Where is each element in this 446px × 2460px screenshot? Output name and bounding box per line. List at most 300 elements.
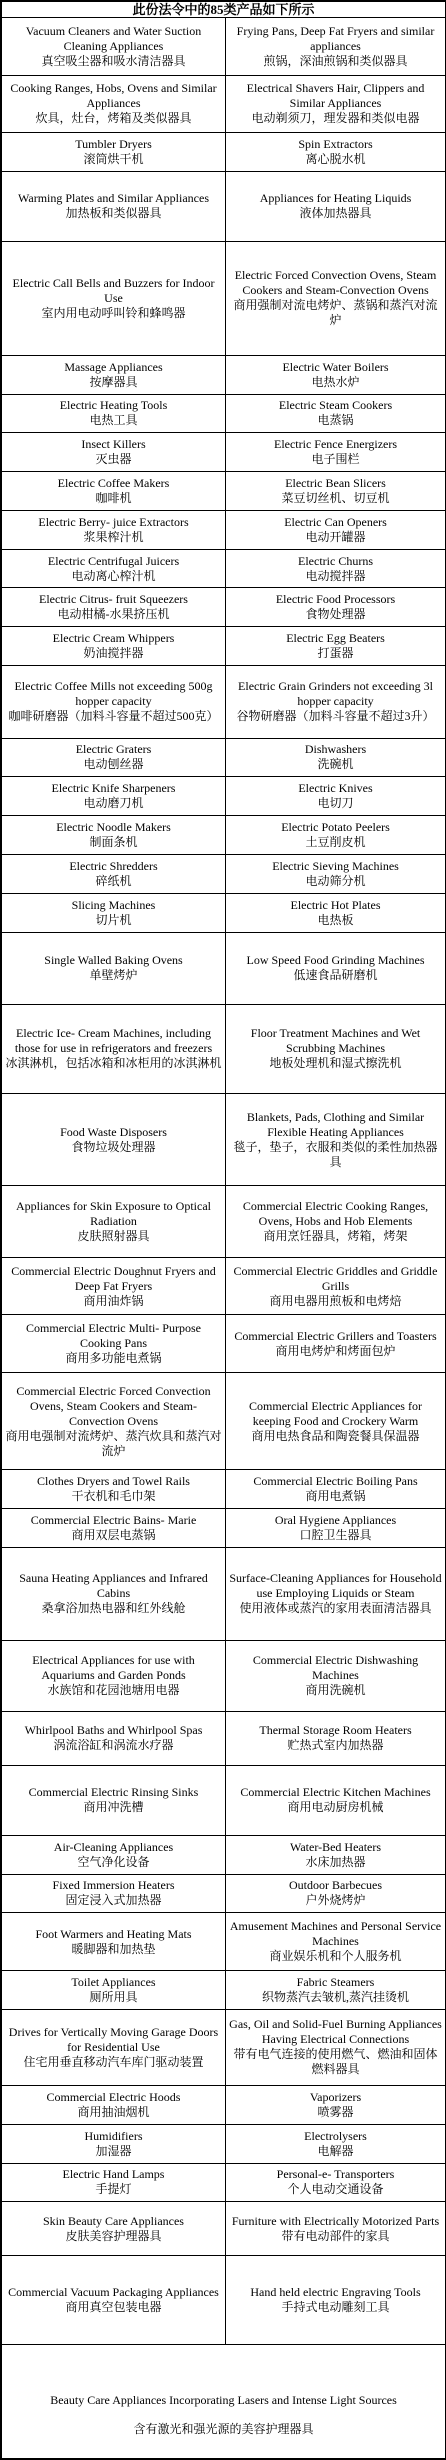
table-row <box>2 1315 446 1373</box>
product-name-zh: 商用电器用煎板和电烤焙 <box>269 1293 402 1308</box>
product-cell-right <box>226 1186 446 1257</box>
product-name-zh: 电热工具 <box>89 413 138 428</box>
product-name-en: Food Waste Disposers <box>60 1124 167 1139</box>
product-cell-left <box>2 1005 226 1094</box>
table-row <box>2 1765 446 1835</box>
product-name-zh: 液体加热器具 <box>299 206 372 221</box>
table-row <box>2 1093 446 1186</box>
product-name-zh: 商用抽油烟机 <box>77 2104 150 2119</box>
table-row <box>2 2009 446 2085</box>
table-row <box>2 738 446 777</box>
product-name-zh: 商用电强制对流烤炉、蒸汽炊具和蒸汽对流炉 <box>5 1428 222 1458</box>
product-cell-right <box>226 1548 446 1641</box>
product-name-en: Commercial Electric Forced Convection Ovens, Steam Cookers and Steam- Convection Ovens <box>16 1383 211 1428</box>
product-name-zh: 滚筒烘干机 <box>83 151 144 166</box>
product-name-en: Toilet Appliances <box>71 1974 156 1989</box>
product-name-en: Insect Killers <box>81 437 146 452</box>
product-name-zh: 商用电煮锅 <box>305 1489 366 1504</box>
product-name-zh: 加热板和类似器具 <box>65 206 162 221</box>
product-name-zh: 电动剃须刀，理发器和类似电器 <box>251 111 420 126</box>
product-name-zh: 单壁烤炉 <box>89 968 138 983</box>
product-cell-left <box>2 1093 226 1186</box>
product-cell-right <box>226 1257 446 1315</box>
table-row <box>2 1186 446 1257</box>
product-cell-left <box>2 893 226 932</box>
product-cell-left <box>2 171 226 241</box>
product-name-en: Cooking Ranges, Hobs, Ovens and Similar Appliances <box>10 81 217 111</box>
product-name-en: Electric Graters <box>75 742 152 757</box>
product-name-zh: 商用洗碗机 <box>305 1683 366 1698</box>
product-name-zh: 土豆削皮机 <box>305 835 366 850</box>
table-row-last <box>2 2344 446 2458</box>
product-cell-right <box>226 510 446 549</box>
product-cell-right <box>226 854 446 893</box>
product-name-zh: 商用电热食品和陶瓷餐具保温器 <box>251 1428 420 1443</box>
product-name-zh: 住宅用垂直移动汽车库门驱动装置 <box>23 2054 204 2069</box>
product-name-en: Electric Noodle Makers <box>56 820 171 835</box>
product-name-zh: 商用烹饪器具，烤箱，烤架 <box>263 1229 408 1244</box>
product-name-en: Beauty Care Appliances Incorporating Lasers and Intense Light Sources <box>50 2393 397 2408</box>
product-name-zh: 手持式电动雕刻工具 <box>281 2300 390 2315</box>
product-name-zh: 干衣机和毛巾架 <box>71 1489 156 1504</box>
table-row <box>2 472 446 511</box>
product-cell-right <box>226 171 446 241</box>
product-cell-right <box>226 1509 446 1548</box>
product-cell-left <box>2 816 226 855</box>
table-row <box>2 1913 446 1971</box>
product-name-en: Commercial Electric Cooking Ranges, Ovens, Hobs and Hob Elements <box>242 1199 429 1229</box>
product-name-zh: 空气净化设备 <box>77 1854 150 1869</box>
product-cell-left <box>2 1970 226 2009</box>
product-name-zh: 毯子，垫子，衣服和类似的柔性加热器具 <box>233 1139 438 1169</box>
product-name-en: Commercial Electric Doughnut Fryers and Deep Fat Fryers <box>11 1263 216 1293</box>
product-cell-left <box>2 2202 226 2256</box>
product-name-zh: 皮肤美容护理器具 <box>65 2228 162 2243</box>
table-row <box>2 2124 446 2163</box>
product-cell-left <box>2 1640 226 1711</box>
product-name-zh: 电动柑橘-水果挤压机 <box>57 607 170 622</box>
product-name-en: Electric Ice- Cream Machines, including those for use in refrigerators and freezers <box>14 1026 213 1056</box>
product-cell-right <box>226 394 446 433</box>
product-name-en: Electric Coffee Mills not exceeding 500g hopper capacity <box>14 679 213 709</box>
product-name-en: Electric Potato Peelers <box>281 820 390 835</box>
table-row <box>2 666 446 739</box>
product-name-zh: 含有激光和强光源的美容护理器具 <box>133 2422 314 2437</box>
table-row <box>2 1970 446 2009</box>
product-name-en: Vaporizers <box>309 2089 362 2104</box>
product-name-zh: 水床加热器 <box>305 1854 366 1869</box>
product-cell-right <box>226 241 446 355</box>
product-name-zh: 离心脱水机 <box>305 151 366 166</box>
table-row <box>2 1257 446 1315</box>
product-cell-left <box>2 854 226 893</box>
product-name-zh: 打蛋器 <box>317 646 354 661</box>
product-name-zh: 商用电动厨房机械 <box>287 1800 384 1815</box>
product-name-zh: 制面条机 <box>89 835 138 850</box>
product-name-en: Personal-e- Transporters <box>276 2167 395 2182</box>
product-name-en: Commercial Electric Multi- Purpose Cooking Pans <box>26 1321 201 1351</box>
product-name-en: Electrical Appliances for use with Aquariums and Garden Ponds <box>32 1653 195 1683</box>
product-name-en: Electric Berry- juice Extractors <box>38 514 189 529</box>
table-row <box>2 549 446 588</box>
product-name-zh: 加湿器 <box>95 2143 132 2158</box>
product-name-zh: 个人电动交通设备 <box>287 2182 384 2197</box>
product-cell-left <box>2 133 226 172</box>
table-row <box>2 433 446 472</box>
product-name-en: Electric Citrus- fruit Squeezers <box>39 592 188 607</box>
product-name-zh: 电子围栏 <box>311 452 360 467</box>
product-name-en: Oral Hygiene Appliances <box>274 1513 397 1528</box>
table-row <box>2 2256 446 2345</box>
table-row <box>2 171 446 241</box>
product-name-en: Fabric Steamers <box>296 1974 375 1989</box>
product-name-zh: 织物蒸汽去皱机,蒸汽挂烫机 <box>262 1989 410 2004</box>
product-name-zh: 贮热式室内加热器 <box>287 1738 384 1753</box>
product-cell-left <box>2 472 226 511</box>
product-cell-right <box>226 1005 446 1094</box>
product-name-zh: 商业娱乐机和个人服务机 <box>269 1949 402 1964</box>
product-cell-right <box>226 2124 446 2163</box>
product-name-zh: 电动离心榨汁机 <box>71 568 156 583</box>
product-name-zh: 低速食品研磨机 <box>293 968 378 983</box>
product-cell-right <box>226 1093 446 1186</box>
product-name-en: Vacuum Cleaners and Water Suction Cleaning Appliances <box>25 23 202 53</box>
product-cell-left <box>2 666 226 739</box>
product-cell-left <box>2 394 226 433</box>
product-cell-right <box>226 1765 446 1835</box>
product-name-en: Single Walled Baking Ovens <box>44 953 183 968</box>
product-table <box>1 1 446 2459</box>
product-name-zh: 咖啡研磨器（加料斗容量不超过500克） <box>8 709 219 724</box>
product-name-zh: 电热板 <box>317 912 354 927</box>
product-cell-right <box>226 2163 446 2202</box>
product-name-zh: 暖脚器和加热垫 <box>71 1941 156 1956</box>
product-cell-left <box>2 2124 226 2163</box>
product-name-en: Appliances for Skin Exposure to Optical Radiation <box>16 1199 211 1229</box>
product-cell-right <box>226 2085 446 2124</box>
product-cell-right <box>226 549 446 588</box>
product-name-en: Furniture with Electrically Motorized Parts <box>231 2213 440 2228</box>
table-row <box>2 627 446 666</box>
table-header-row <box>2 2 446 18</box>
product-name-zh: 手提灯 <box>95 2182 132 2197</box>
product-name-en: Electric Can Openers <box>284 514 387 529</box>
product-name-en: Humidifiers <box>84 2128 143 2143</box>
product-cell-left <box>2 1257 226 1315</box>
product-name-zh: 灭虫器 <box>95 452 132 467</box>
product-name-en: Electric Food Processors <box>275 592 396 607</box>
product-name-en: Amusement Machines and Personal Service Machines <box>229 1919 442 1949</box>
product-cell-right <box>226 2009 446 2085</box>
product-cell-left <box>2 2009 226 2085</box>
table-row <box>2 816 446 855</box>
product-name-en: Skin Beauty Care Appliances <box>43 2213 184 2228</box>
product-cell-right <box>226 588 446 627</box>
product-name-zh: 洗碗机 <box>317 757 354 772</box>
product-name-en: Electrolysers <box>304 2128 367 2143</box>
table-row <box>2 1640 446 1711</box>
product-name-zh: 商用油炸锅 <box>83 1293 144 1308</box>
table-row <box>2 854 446 893</box>
product-cell-right <box>226 355 446 394</box>
product-name-en: Spin Extractors <box>298 136 373 151</box>
table-row <box>2 510 446 549</box>
product-name-zh: 室内用电动呼叫铃和蜂鸣器 <box>41 305 186 320</box>
table-row <box>2 2163 446 2202</box>
table-row <box>2 75 446 133</box>
product-name-en: Clothes Dryers and Towel Rails <box>37 1474 190 1489</box>
product-name-en: Electric Hot Plates <box>290 897 381 912</box>
product-name-en: Massage Appliances <box>64 359 163 374</box>
product-name-en: Electric Forced Convection Ovens, Steam Cookers and Steam-Convection Ovens <box>234 268 437 298</box>
table-row <box>2 1470 446 1509</box>
table-body <box>2 18 446 2459</box>
product-name-zh: 谷物研磨器（加料斗容量不超过3升） <box>236 709 435 724</box>
product-cell-left <box>2 1835 226 1874</box>
product-name-zh: 电解器 <box>317 2143 354 2158</box>
product-cell-left <box>2 2256 226 2345</box>
product-name-en: Electric Grain Grinders not exceeding 3l hopper capacity <box>238 679 433 709</box>
table-row <box>2 1509 446 1548</box>
product-name-zh: 咖啡机 <box>95 491 132 506</box>
product-cell-right <box>226 1470 446 1509</box>
product-name-en: Commercial Electric Boiling Pans <box>253 1474 418 1489</box>
table-title: 此份法令中的85类产品如下所示 <box>2 2 446 18</box>
product-cell-left <box>2 777 226 816</box>
product-name-zh: 电动搅拌器 <box>305 568 366 583</box>
product-cell-left <box>2 1874 226 1913</box>
product-name-en: Commercial Electric Hoods <box>46 2089 181 2104</box>
product-name-en: Gas, Oil and Solid-Fuel Burning Appliances Having Electrical Connections <box>229 2017 442 2047</box>
product-name-en: Electric Heating Tools <box>59 398 168 413</box>
product-cell-right <box>226 2202 446 2256</box>
product-cell-right <box>226 738 446 777</box>
product-name-zh: 商用强制对流电烤炉、蒸锅和蒸汽对流炉 <box>233 298 438 328</box>
table-row <box>2 2085 446 2124</box>
product-name-en: Fixed Immersion Heaters <box>52 1878 175 1893</box>
product-name-zh: 商用双层电蒸锅 <box>71 1528 156 1543</box>
product-cell-right <box>226 777 446 816</box>
product-name-en: Floor Treatment Machines and Wet Scrubbing Machines <box>250 1026 421 1056</box>
table-row <box>2 1835 446 1874</box>
product-cell-left <box>2 1509 226 1548</box>
product-name-zh: 固定浸入式加热器 <box>65 1893 162 1908</box>
product-name-zh: 电动磨刀机 <box>83 796 144 811</box>
product-name-zh: 商用多功能电煮锅 <box>65 1351 162 1366</box>
product-name-zh: 切片机 <box>95 912 132 927</box>
table-row <box>2 241 446 355</box>
table-row <box>2 1005 446 1094</box>
product-name-en: Outdoor Barbecues <box>289 1878 382 1893</box>
table-row <box>2 394 446 433</box>
table-row <box>2 18 446 76</box>
product-name-zh: 商用真空包装电器 <box>65 2300 162 2315</box>
table-row <box>2 1711 446 1765</box>
product-name-en: Appliances for Heating Liquids <box>259 191 412 206</box>
product-name-en: Electric Shredders <box>69 858 158 873</box>
product-name-en: Frying Pans, Deep Fat Fryers and similar appliances <box>236 23 435 53</box>
product-cell-left <box>2 355 226 394</box>
product-name-en: Whirlpool Baths and Whirlpool Spas <box>24 1723 203 1738</box>
product-name-zh: 电动筛分机 <box>305 873 366 888</box>
product-name-zh: 使用液体或蒸汽的家用表面清洁器具 <box>239 1601 432 1616</box>
product-name-zh: 电热水炉 <box>311 374 360 389</box>
product-name-zh: 户外烧烤炉 <box>305 1893 366 1908</box>
product-cell-right <box>226 18 446 76</box>
product-name-en: Thermal Storage Room Heaters <box>259 1723 412 1738</box>
table-row <box>2 777 446 816</box>
table-row <box>2 1372 446 1470</box>
product-name-en: Foot Warmers and Heating Mats <box>35 1926 192 1941</box>
product-name-zh: 食物处理器 <box>305 607 366 622</box>
product-cell-left <box>2 1765 226 1835</box>
product-name-en: Tumbler Dryers <box>75 136 152 151</box>
product-cell-right <box>226 816 446 855</box>
product-name-en: Electric Knives <box>298 781 373 796</box>
product-name-en: Commercial Electric Kitchen Machines <box>240 1785 431 1800</box>
product-name-en: Dishwashers <box>304 742 367 757</box>
product-cell-right <box>226 1913 446 1971</box>
product-name-en: Electric Cream Whippers <box>52 631 175 646</box>
product-name-en: Electrical Shavers Hair, Clippers and Similar Appliances <box>246 81 425 111</box>
product-cell-right <box>226 1372 446 1470</box>
product-name-zh: 口腔卫生器具 <box>299 1528 372 1543</box>
product-cell-right <box>226 893 446 932</box>
product-cell-right <box>226 1640 446 1711</box>
product-cell-left <box>2 18 226 76</box>
product-cell-left <box>2 549 226 588</box>
product-cell-left <box>2 588 226 627</box>
product-cell-left <box>2 1470 226 1509</box>
product-name-zh: 带有电气连接的使用燃气、燃油和固体燃料器具 <box>233 2047 438 2077</box>
table-row <box>2 2202 446 2256</box>
product-name-zh: 碎纸机 <box>95 873 132 888</box>
product-cell-left <box>2 627 226 666</box>
product-name-zh: 菜豆切丝机、切豆机 <box>281 491 390 506</box>
product-name-en: Drives for Vertically Moving Garage Doors for Residential Use <box>8 2024 219 2054</box>
product-name-zh: 桑拿浴加热电器和红外线舱 <box>41 1601 186 1616</box>
product-name-zh: 冰淇淋机，包括冰箱和冰柜用的冰淇淋机 <box>5 1056 222 1071</box>
product-cell-right <box>226 627 446 666</box>
product-cell-left <box>2 1372 226 1470</box>
product-name-zh: 喷雾器 <box>317 2104 354 2119</box>
product-name-zh: 按摩器具 <box>89 374 138 389</box>
product-name-en: Electric Sieving Machines <box>272 858 399 873</box>
product-name-en: Hand held electric Engraving Tools <box>250 2285 421 2300</box>
product-cell-right <box>226 1835 446 1874</box>
product-cell-left <box>2 738 226 777</box>
product-name-en: Electric Churns <box>298 553 373 568</box>
product-name-en: Electric Centrifugal Juicers <box>47 553 180 568</box>
product-cell-right <box>226 1711 446 1765</box>
product-name-en: Warming Plates and Similar Appliances <box>18 191 209 206</box>
product-name-en: Electric Hand Lamps <box>62 2167 165 2182</box>
product-name-en: Electric Steam Cookers <box>278 398 393 413</box>
product-cell-right <box>226 472 446 511</box>
product-cell-right <box>226 932 446 1005</box>
product-name-en: Electric Egg Beaters <box>286 631 385 646</box>
product-name-zh: 电切刀 <box>317 796 354 811</box>
product-cell-right <box>226 1970 446 2009</box>
product-cell-left <box>2 932 226 1005</box>
product-cell-left <box>2 2085 226 2124</box>
product-name-en: Commercial Electric Rinsing Sinks <box>28 1785 199 1800</box>
product-cell-right <box>226 666 446 739</box>
product-name-zh: 煎锅，深油煎锅和类似器具 <box>263 53 408 68</box>
product-name-en: Air-Cleaning Appliances <box>53 1839 174 1854</box>
product-cell-left <box>2 241 226 355</box>
product-name-zh: 真空吸尘器和吸水清洁器具 <box>41 53 186 68</box>
product-name-en: Slicing Machines <box>71 897 156 912</box>
product-name-en: Electric Call Bells and Buzzers for Indoor Use <box>12 275 215 305</box>
product-name-zh: 商用电烤炉和烤面包炉 <box>275 1343 396 1358</box>
product-name-en: Commercial Electric Bains- Marie <box>30 1513 197 1528</box>
product-name-en: Electric Coffee Makers <box>57 476 170 491</box>
product-name-zh: 厕所用具 <box>89 1989 138 2004</box>
product-name-en: Sauna Heating Appliances and Infrared Cabins <box>19 1571 208 1601</box>
product-name-zh: 浆果榨汁机 <box>83 529 144 544</box>
product-cell-full <box>2 2344 446 2458</box>
product-cell-left <box>2 75 226 133</box>
product-name-zh: 电动开罐器 <box>305 529 366 544</box>
product-name-zh: 水族馆和花园池塘用电器 <box>47 1683 180 1698</box>
product-name-en: Commercial Electric Griddles and Griddle Grills <box>233 1263 438 1293</box>
product-cell-right <box>226 75 446 133</box>
table-row <box>2 932 446 1005</box>
product-name-en: Water-Bed Heaters <box>289 1839 382 1854</box>
product-name-zh: 奶油搅拌器 <box>83 646 144 661</box>
product-name-zh: 商用冲洗槽 <box>83 1800 144 1815</box>
table-row <box>2 588 446 627</box>
product-cell-left <box>2 510 226 549</box>
product-cell-left <box>2 433 226 472</box>
product-cell-right <box>226 133 446 172</box>
product-name-zh: 炊具，灶台，烤箱及类似器具 <box>35 111 192 126</box>
product-name-en: Electric Water Boilers <box>282 359 389 374</box>
table-row <box>2 1874 446 1913</box>
product-cell-left <box>2 1548 226 1641</box>
product-name-zh: 带有电动部件的家具 <box>281 2228 390 2243</box>
table-row <box>2 893 446 932</box>
product-name-en: Low Speed Food Grinding Machines <box>246 953 425 968</box>
product-name-en: Commercial Electric Grillers and Toasters <box>234 1328 437 1343</box>
product-name-en: Surface-Cleaning Appliances for Household use Employing Liquids or Steam <box>229 1571 442 1601</box>
product-cell-left <box>2 2163 226 2202</box>
product-name-zh: 皮肤照射器具 <box>77 1229 150 1244</box>
product-cell-left <box>2 1913 226 1971</box>
product-cell-right <box>226 433 446 472</box>
product-name-zh: 涡流浴缸和涡流水疗器 <box>53 1738 174 1753</box>
product-cell-left <box>2 1315 226 1373</box>
product-name-en: Electric Fence Energizers <box>273 437 398 452</box>
product-name-zh: 电蒸锅 <box>317 413 354 428</box>
product-cell-right <box>226 1874 446 1913</box>
product-name-en: Electric Knife Sharpeners <box>51 781 176 796</box>
product-name-en: Commercial Electric Appliances for keeping Food and Crockery Warm <box>249 1398 422 1428</box>
product-name-en: Commercial Electric Dishwashing Machines <box>252 1653 419 1683</box>
product-cell-right <box>226 2256 446 2345</box>
product-cell-left <box>2 1186 226 1257</box>
product-cell-right <box>226 1315 446 1373</box>
product-name-zh: 地板处理机和湿式擦洗机 <box>269 1056 402 1071</box>
product-name-en: Electric Bean Slicers <box>285 476 386 491</box>
table-row <box>2 133 446 172</box>
table-row <box>2 355 446 394</box>
table-row <box>2 1548 446 1641</box>
product-name-en: Commercial Vacuum Packaging Appliances <box>8 2285 219 2300</box>
product-name-zh: 食物垃圾处理器 <box>71 1139 156 1154</box>
product-name-zh: 电动刨丝器 <box>83 757 144 772</box>
